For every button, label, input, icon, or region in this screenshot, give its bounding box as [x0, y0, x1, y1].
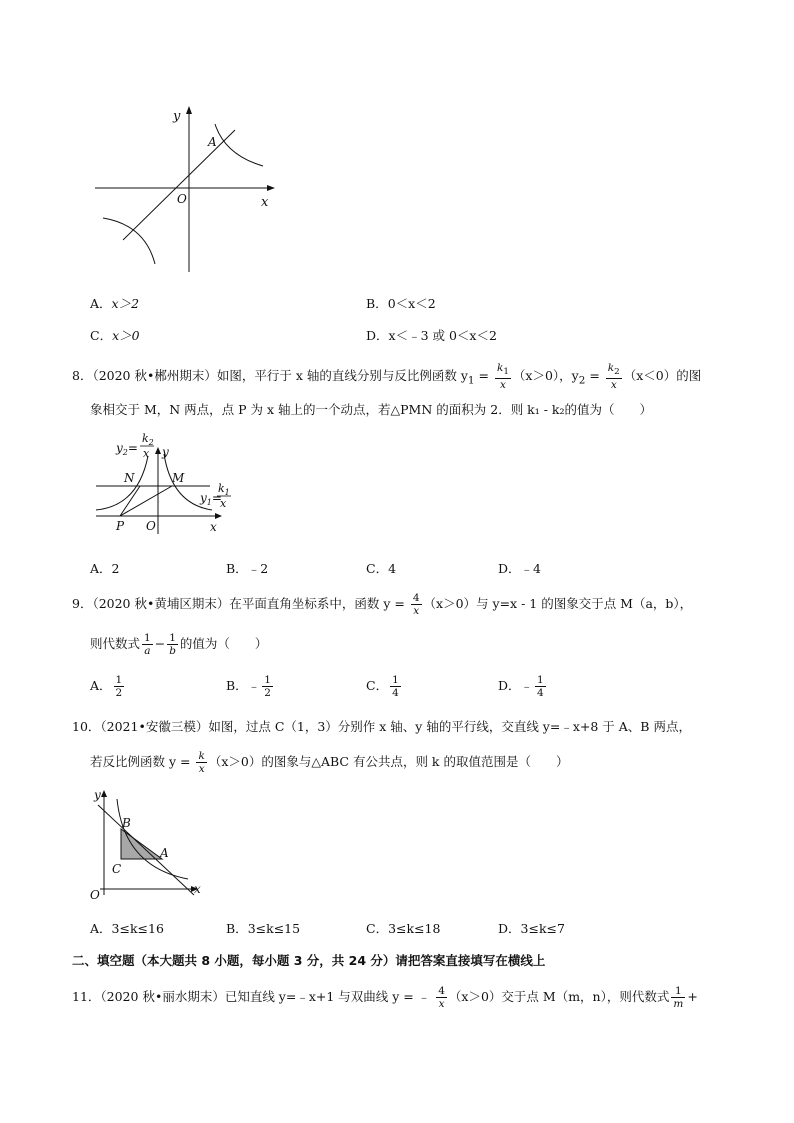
- line-through-origin: [123, 130, 235, 240]
- q8-option-c: C．4: [366, 561, 397, 576]
- segment-pm: [120, 486, 172, 516]
- hyperbola-branch-right: [215, 124, 263, 166]
- q10-option-b: B．3≤k≤15: [226, 921, 301, 936]
- fig10-c-label: C: [112, 862, 122, 876]
- fig8-x-label: x: [210, 520, 217, 534]
- fig10-o-label: O: [90, 888, 100, 902]
- q10-option-d: D．3≤k≤7: [498, 921, 565, 936]
- fig8-y-axis-label: y: [162, 445, 169, 459]
- fig8-n-label: N: [124, 471, 135, 485]
- fig7-a-label: A: [208, 135, 217, 149]
- q8-figure: [90, 430, 240, 538]
- fig10-b-label: B: [122, 816, 131, 830]
- section-heading: 二、填空题（本大题共 8 小题，每小题 3 分，共 24 分）请把答案直接填写在横线上: [72, 953, 546, 968]
- line-ab: [98, 805, 194, 895]
- fig8-y2: $y_2=$: [116, 441, 138, 457]
- q7-option-c: C．x＞0: [90, 328, 140, 343]
- y-axis-arrow-icon: [101, 790, 107, 797]
- q10-line1: 10．（2021•安徽三模）如图，过点 C（1，3）分别作 x 轴、y 轴的平行线，交直线 y=﹣x+8 于 A、B 两点，: [72, 719, 691, 734]
- q8-line1: 8．（2020 秋•郴州期末）如图，平行于 x 轴的直线分别与反比例函数 $y_1$ = $\frac{k_1}{x}$ （x＞0），$y_2$ = $\frac{k_2}{x}$ （x＜0）的图: [72, 362, 702, 392]
- q10-option-c: C．3≤k≤18: [366, 921, 441, 936]
- q9-line1: 9．（2020 秋•黄埔区期末）在平面直角坐标系中，函数 y = $\frac{4}{x}$ （x＞0）与 y=x - 1 的图象交于点 M（a，b），: [72, 592, 693, 617]
- fig7-o-label: O: [177, 192, 187, 206]
- q10-figure: [84, 785, 209, 905]
- fig10-y-label: y: [94, 788, 101, 802]
- fig8-k2-num: $k_2$: [142, 432, 154, 447]
- fig8-k1-num: $k_1$: [218, 482, 230, 497]
- q9-line2: 则代数式 $\frac{1}{a}$ − $\frac{1}{b}$ 的值为（ ）: [90, 632, 268, 657]
- fig8-k2-den: x: [143, 447, 150, 460]
- y-axis-arrow-icon: [186, 106, 192, 114]
- q9-option-a: A． $\frac{1}{2}$: [90, 674, 123, 699]
- hyperbola-y2: [96, 456, 148, 510]
- q8-option-d: D．﹣4: [498, 561, 541, 576]
- q7-option-a: A．x＞2: [90, 296, 140, 311]
- y-axis-arrow-icon: [155, 447, 161, 454]
- fig10-x-label: x: [194, 882, 201, 896]
- q7-option-b: B．0＜x＜2: [366, 296, 436, 311]
- fig8-o-label: O: [146, 519, 156, 533]
- q9-fraction: $\frac{4}{x}$: [412, 592, 420, 617]
- fig8-m-label: M: [172, 471, 185, 485]
- fig10-a-label: A: [160, 846, 169, 860]
- q8-line2: 象相交于 M，N 两点，点 P 为 x 轴上的一个动点，若△PMN 的面积为 2．则 k₁ - k₂的值为（ ）: [90, 402, 653, 417]
- triangle-abc: [121, 829, 162, 859]
- fig7-y-label: y: [173, 109, 181, 124]
- q8-option-b: B．﹣2: [226, 561, 269, 576]
- q10-option-a: A．3≤k≤16: [90, 921, 164, 936]
- q7-figure: [85, 100, 285, 280]
- q9-option-c: C． $\frac{1}{4}$: [366, 674, 399, 699]
- x-axis-arrow-icon: [215, 513, 222, 519]
- fig7-x-label: x: [261, 195, 269, 210]
- fig8-y1: $y_1=$: [200, 491, 222, 507]
- fig8-p-label: P: [116, 519, 125, 533]
- q7-option-d: D．x＜﹣3 或 0＜x＜2: [366, 328, 497, 343]
- x-axis-arrow-icon: [267, 185, 275, 191]
- fig8-k1-den: x: [220, 497, 227, 510]
- q9-option-d: D．﹣ $\frac{1}{4}$: [498, 674, 544, 699]
- q8-option-a: A．2: [90, 561, 120, 576]
- q9-option-b: B．﹣ $\frac{1}{2}$: [226, 674, 271, 699]
- q10-line2: 若反比例函数 y = $\frac{k}{x}$ （x＞0）的图象与△ABC 有公共点，则 k 的取值范围是（ ）: [90, 750, 569, 775]
- hyperbola-branch-left: [103, 218, 155, 264]
- q8-k2-fraction: $\frac{k_2}{x}$: [607, 362, 620, 392]
- q11-line1: 11．（2020 秋•丽水期末）已知直线 y=﹣x+1 与双曲线 y = ﹣ $\frac{4}{x}$ （x＞0）交于点 M（m，n），则代数式 $\frac{1}{m}$ +: [72, 985, 698, 1010]
- q8-k1-fraction: $\frac{k_1}{x}$: [496, 362, 509, 392]
